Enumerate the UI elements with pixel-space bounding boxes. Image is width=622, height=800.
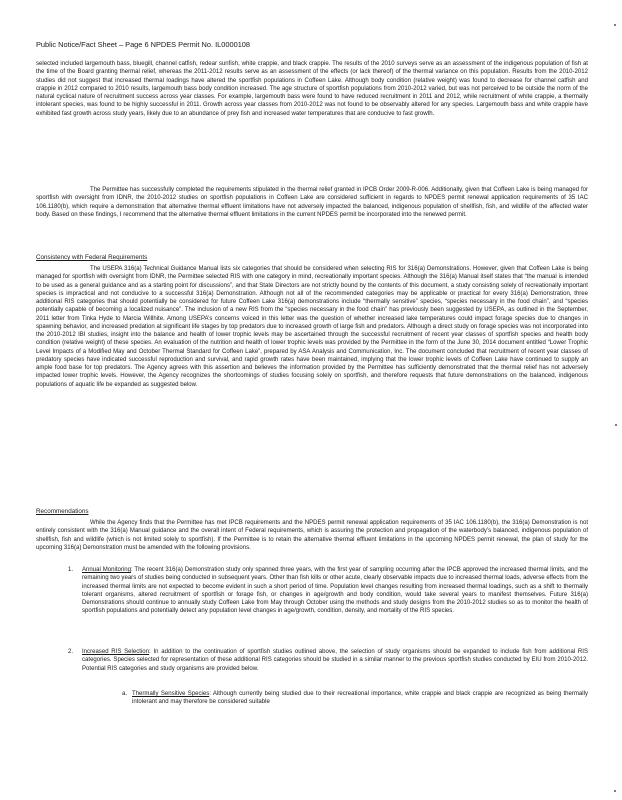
- paragraph-results-summary: selected included largemouth bass, bluegill, channel catfish, redear sunfish, white crappie, and black crappie. The results of the 2010 surveys serve as an assessment of the indigenous population of fish at the time of the Board granting thermal relief, whereas the 2011-2012 results serve as an assessment of the effects (or lack thereof) of the thermal variance on this population. Results from the 2010-2012 studies did not suggest that increased thermal loadings have altered the sportfish populations in Coffeen Lake. Although body condition (relative weight) was found to decrease for channel catfish and crappie in 2012 compared to 2010 results, largemouth bass body condition increased. The age structure of sportfish populations from 2010-2012 varied, but was not perceived to be outside the norm of the natural cyclical nature of recruitment success across year classes. For example, largemouth bass were found to have reduced recruitment in 2011 and 2012, while recruitment of white crappie, a thermally intolerant species, was found to be highly successful in 2011. Growth across year classes from 2010-2012 was not found to be observably altered for any species. Largemouth bass and white crappie have exhibited fast growth across study years, likely due to an abundance of prey fish and increased water temperatures that are conducive to fast growth.: [36, 61, 588, 117]
- heading-recommendations: Recommendations: [36, 508, 89, 515]
- sub-item-letter: a.: [122, 691, 128, 697]
- list-item-title: Increased RIS Selection: [82, 649, 150, 655]
- list-item-text: : The recent 316(a) Demonstration study only spanned three years, with the first year of sampling occurring after the IPCB approved the increased thermal limits, and the remaining two years of studies being conducted in subsequent years. Other than fish kills or other acute, clearly observable impacts due to increased thermal loads, adverse effects from the increased thermal limits are not expected to become evident in such a short period of time. Population level changes resulting from increased thermal loadings, such as a shift to thermally tolerant organisms, altered recruitment of sportfish or forage fish, or changes in age/growth and body condition, would take several years to manifest themselves. Future 316(a) Demonstrations should continue to annually study Coffeen Lake from May through October using the methods and study designs from the 2010-2012 studies so as to monitor the health of sportfish populations and potentially detect any population level changes in age/growth, condition, density, and mortality of the RIS species.: [82, 567, 588, 615]
- sub-item-title: Thermally Sensitive Species: [132, 691, 210, 697]
- list-item-annual-monitoring: [68, 566, 588, 616]
- list-item-text: : In addition to the continuation of sportfish studies outlined above, the selection of study organisms should be expanded to include fish from additional RIS categories. Species selected for representation of these additional RIS categories should be studied in a similar manner to the previous sportfish studies conducted by EIU from 2010-2012. Potential RIS categories and study organisms are provided below.: [82, 649, 588, 672]
- scan-speck: [615, 424, 617, 426]
- list-number: 2.: [68, 649, 74, 655]
- list-item-title: Annual Monitoring: [82, 567, 131, 573]
- list-item-increased-ris: [68, 648, 588, 673]
- sub-item-text: : Although currently being studied due to their recreational importance, white crappie and black crappie are recognized as being thermally intolerant and may therefore be considered suitable: [132, 691, 589, 706]
- scan-speck: [614, 790, 616, 792]
- page-header: Public Notice/Fact Sheet – Page 6 NPDES Permit No. IL0000108: [36, 40, 251, 49]
- paragraph-permittee-conclusion: The Permittee has successfully completed the requirements stipulated in the thermal relief granted in IPCB Order 2009-R-006. Additionally, given that Coffeen Lake is being managed for sportfish with oversight from IDNR, the 2010-2012 studies on sportfish populations in Coffeen Lake are considered sufficient in regards to NPDES permit renewal application requirements of 35 IAC 106.1180(b), which require a demonstration that alternative thermal effluent limitations have not adversely impacted the balanced, indigenous population of shellfish, fish, and wildlife of the affected water body. Based on these findings, I recommend that the alternative thermal effluent limitations in the current NPDES permit be incorporated into the renewed permit.: [36, 187, 588, 218]
- list-number: 1.: [68, 567, 74, 573]
- scan-speck: [614, 24, 616, 26]
- paragraph-ris-categories: The USEPA 316(a) Technical Guidance Manual lists six categories that should be considered when selecting RIS for 316(a) Demonstrations. However, given that Coffeen Lake is being managed for sportfish with oversight from IDNR, the Permittee selected RIS with one category in mind, recreationally important species. Although the 316(a) Manual itself states that “the manual is intended to be used as a general guidance and as a starting point for discussions”, and that State Directors are not strictly bound by the contents of this document, a study consisting solely of recreationally important species is impractical and not conducive to a successful 316(a) Demonstration. Although not all of the recommended categories may be applicable or practical for every 316(a) Demonstration, three additional RIS categories that should potentially be considered for future Coffeen Lake 316(a) demonstrations include “thermally sensitive” species, “species necessary in the food chain”, and “species potentially capable of becoming a localized nuisance”. The inclusion of a new RIS from the “species necessary in the food chain” has previously been suggested by USEPA, as outlined in the September, 2011 letter from Tinka Hyde to Marcia Willhite. Among USEPA’s concerns voiced in this letter was the question of whether increased lake temperatures could impact forage species due to changes in spawning behavior, and increased predation at significant life stages by top predators due to increased growth of large fish and predators. Although a direct study on forage species was not incorporated into the 2010-2012 IBI studies, insight into the balance and health of lower trophic levels may be ascertained through the successful recruitment of recent year classes of sportfish species and health body condition (relative weight) of these species. An evaluation of the nutrition and health of lower trophic levels was provided by the Permittee in the form of the June 30, 2014 document entitled “Lower Trophic Level Impacts of a Modified May and October Thermal Standard for Coffeen Lake”, prepared by ASA Analysis and Communication, Inc. The document concluded that recruitment of recent year classes of predatory species have indicated successful reproduction and survival, and rapid growth rates have been maintained, implying that the lower trophic levels of Coffeen Lake have continued to supply an ample food base for top predators. The Agency agrees with this assertion and believes the information provided by the Permittee has sufficiently demonstrated that the thermal relief has not adversely impacted lower trophic levels. However, the Agency recognizes the shortcomings of studies focusing solely on sportfish, and therefore requests that future demonstrations on the balanced, indigenous populations of aquatic life be expanded as suggested below.: [36, 266, 588, 388]
- sub-item-thermally-sensitive: [122, 690, 589, 707]
- paragraph-recommendations-intro: While the Agency finds that the Permittee has met IPCB requirements and the NPDES permit renewal application requirements of 35 IAC 106.1180(b), the 316(a) Demonstration is not entirely consistent with the 316(a) Manual guidance and the overall intent of Federal requirements, which is assuring the protection and propagation of the waterbody’s balanced, indigenous population of shellfish, fish and wildlife (which is not limited solely to sportfish). If the Permittee is to retain the alternative thermal effluent limitations in the upcoming NPDES permit renewal, the plan of study for the upcoming 316(a) Demonstration must be amended with the following provisions.: [36, 520, 588, 551]
- heading-federal-consistency: Consistency with Federal Requirements: [36, 254, 148, 261]
